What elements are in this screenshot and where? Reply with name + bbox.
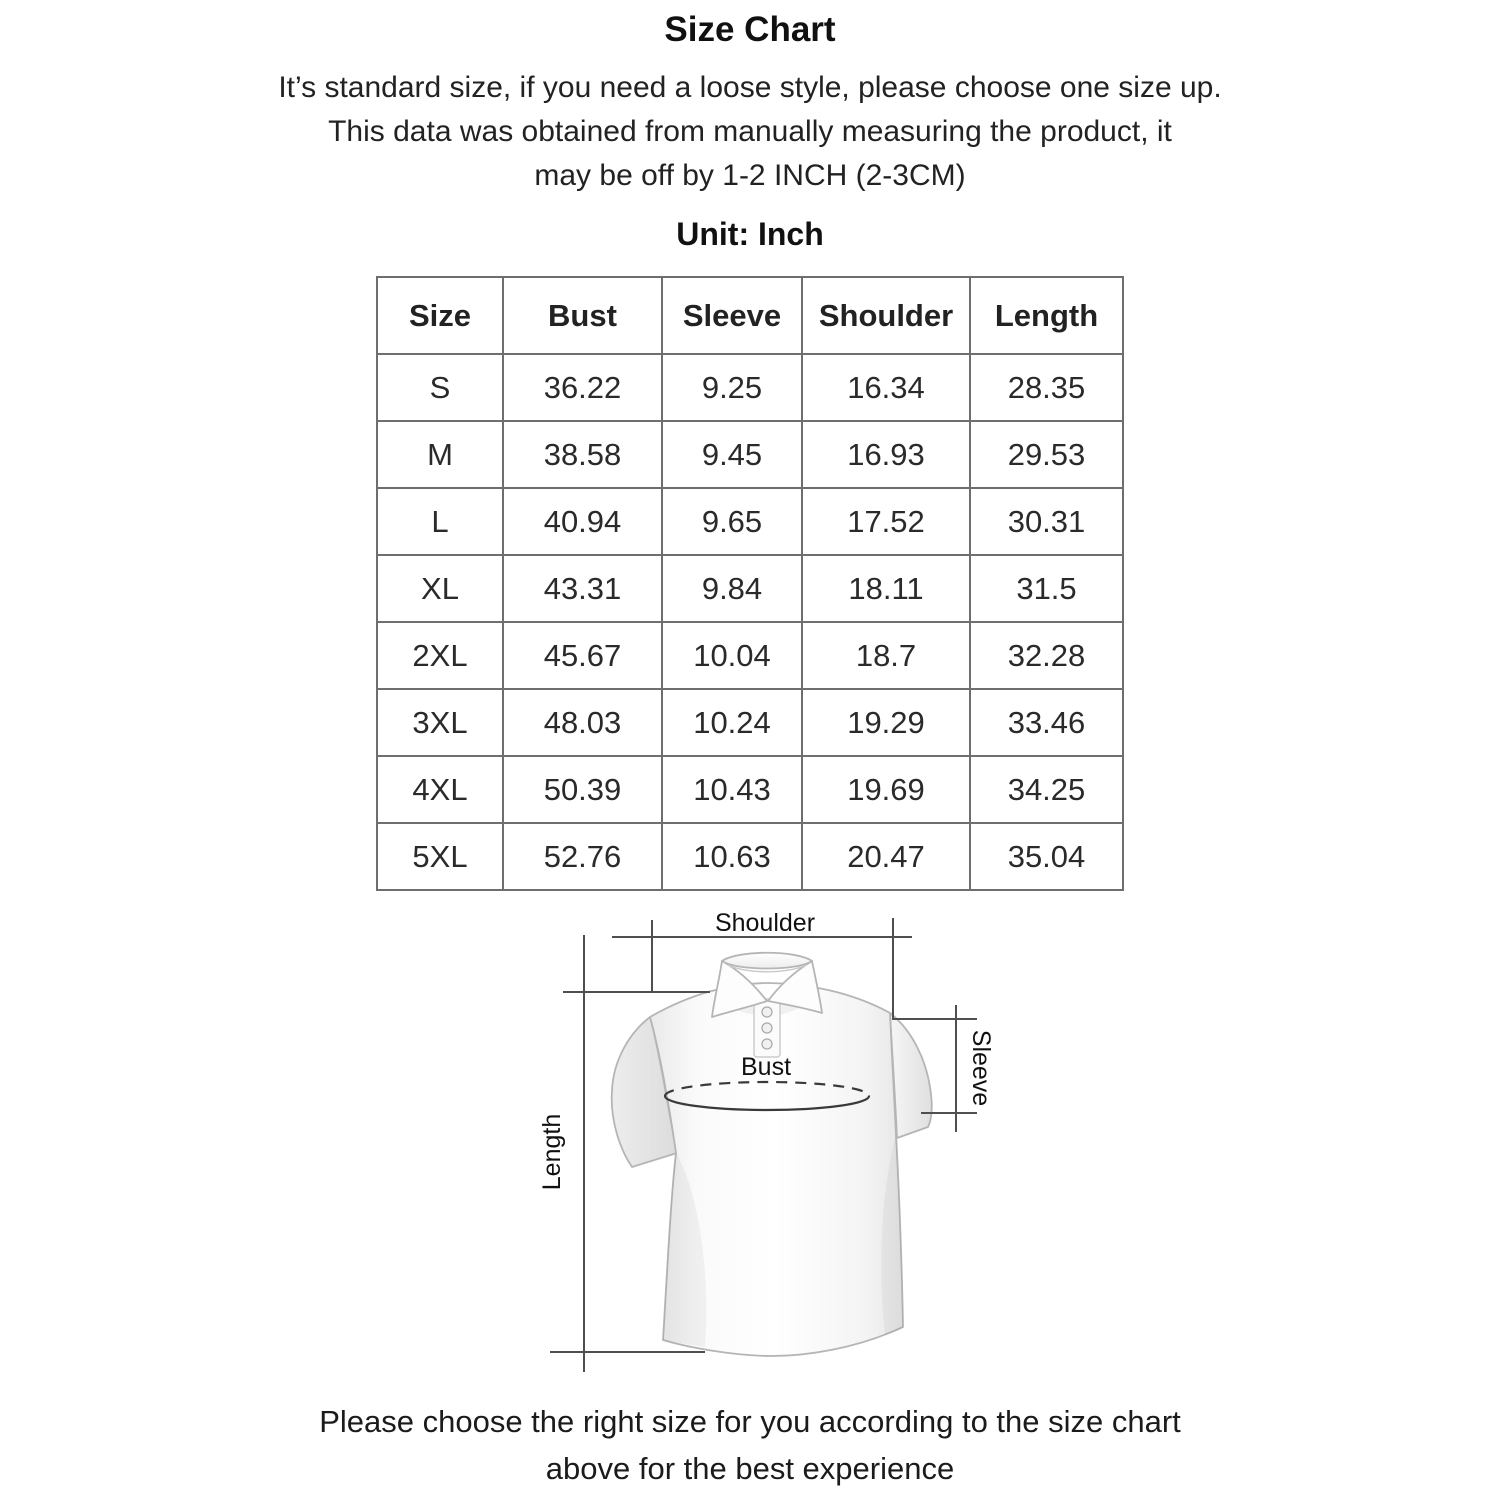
footer-line: Please choose the right size for you according to the size chart xyxy=(319,1404,1181,1439)
bust-label: Bust xyxy=(740,1053,792,1081)
table-row xyxy=(377,689,1123,756)
col-header-size: Size xyxy=(377,277,503,354)
polo-shirt-illustration xyxy=(612,953,932,1356)
measurement-diagram xyxy=(500,895,1050,1395)
cell-sleeve: 10.04 xyxy=(662,622,802,689)
col-header-shoulder: Shoulder xyxy=(802,277,970,354)
table-header-row xyxy=(377,277,1123,354)
cell-sleeve: 9.45 xyxy=(662,421,802,488)
cell-shoulder: 16.93 xyxy=(802,421,970,488)
cell-shoulder: 18.11 xyxy=(802,555,970,622)
cell-length: 31.5 xyxy=(970,555,1123,622)
table-row xyxy=(377,756,1123,823)
table-row xyxy=(377,622,1123,689)
cell-bust: 43.31 xyxy=(503,555,662,622)
cell-sleeve: 10.63 xyxy=(662,823,802,890)
subtitle-line: may be off by 1-2 INCH (2-3CM) xyxy=(534,159,966,192)
cell-shoulder: 16.34 xyxy=(802,354,970,421)
col-header-bust: Bust xyxy=(503,277,662,354)
cell-length: 33.46 xyxy=(970,689,1123,756)
length-label: Length xyxy=(538,1113,566,1191)
cell-shoulder: 20.47 xyxy=(802,823,970,890)
cell-bust: 38.58 xyxy=(503,421,662,488)
shirt-button xyxy=(762,1039,772,1049)
table-row xyxy=(377,488,1123,555)
cell-shoulder: 17.52 xyxy=(802,488,970,555)
cell-length: 35.04 xyxy=(970,823,1123,890)
unit-label: Unit: Inch xyxy=(676,216,824,252)
col-header-length: Length xyxy=(970,277,1123,354)
size-table xyxy=(376,276,1124,891)
cell-length: 29.53 xyxy=(970,421,1123,488)
cell-bust: 40.94 xyxy=(503,488,662,555)
cell-size: M xyxy=(377,421,503,488)
cell-shoulder: 19.29 xyxy=(802,689,970,756)
sleeve-label: Sleeve xyxy=(967,1029,995,1107)
footer-note xyxy=(0,1398,1500,1492)
table-row xyxy=(377,823,1123,890)
cell-shoulder: 18.7 xyxy=(802,622,970,689)
cell-size: XL xyxy=(377,555,503,622)
cell-sleeve: 9.25 xyxy=(662,354,802,421)
cell-shoulder: 19.69 xyxy=(802,756,970,823)
cell-bust: 36.22 xyxy=(503,354,662,421)
cell-bust: 52.76 xyxy=(503,823,662,890)
footer-line: above for the best experience xyxy=(545,1451,955,1486)
cell-size: S xyxy=(377,354,503,421)
table-row xyxy=(377,421,1123,488)
table-row xyxy=(377,354,1123,421)
shirt-button xyxy=(762,1007,772,1017)
cell-sleeve: 10.43 xyxy=(662,756,802,823)
shirt-button xyxy=(762,1023,772,1033)
shirt-collar-band xyxy=(722,953,812,969)
cell-sleeve: 9.65 xyxy=(662,488,802,555)
page-title: Size Chart xyxy=(664,10,836,49)
subtitle-line: This data was obtained from manually measuring the product, it xyxy=(328,115,1172,148)
subtitle-line: It’s standard size, if you need a loose style, please choose one size up. xyxy=(278,71,1222,104)
cell-size: 5XL xyxy=(377,823,503,890)
cell-length: 32.28 xyxy=(970,622,1123,689)
cell-length: 34.25 xyxy=(970,756,1123,823)
cell-length: 28.35 xyxy=(970,354,1123,421)
cell-bust: 45.67 xyxy=(503,622,662,689)
cell-length: 30.31 xyxy=(970,488,1123,555)
subtitle xyxy=(0,66,1500,198)
col-header-sleeve: Sleeve xyxy=(662,277,802,354)
shirt-right-sleeve xyxy=(890,1013,932,1138)
cell-bust: 50.39 xyxy=(503,756,662,823)
cell-sleeve: 9.84 xyxy=(662,555,802,622)
shoulder-label: Shoulder xyxy=(714,909,816,937)
table-row xyxy=(377,555,1123,622)
cell-size: 3XL xyxy=(377,689,503,756)
cell-bust: 48.03 xyxy=(503,689,662,756)
cell-sleeve: 10.24 xyxy=(662,689,802,756)
cell-size: L xyxy=(377,488,503,555)
cell-size: 2XL xyxy=(377,622,503,689)
cell-size: 4XL xyxy=(377,756,503,823)
